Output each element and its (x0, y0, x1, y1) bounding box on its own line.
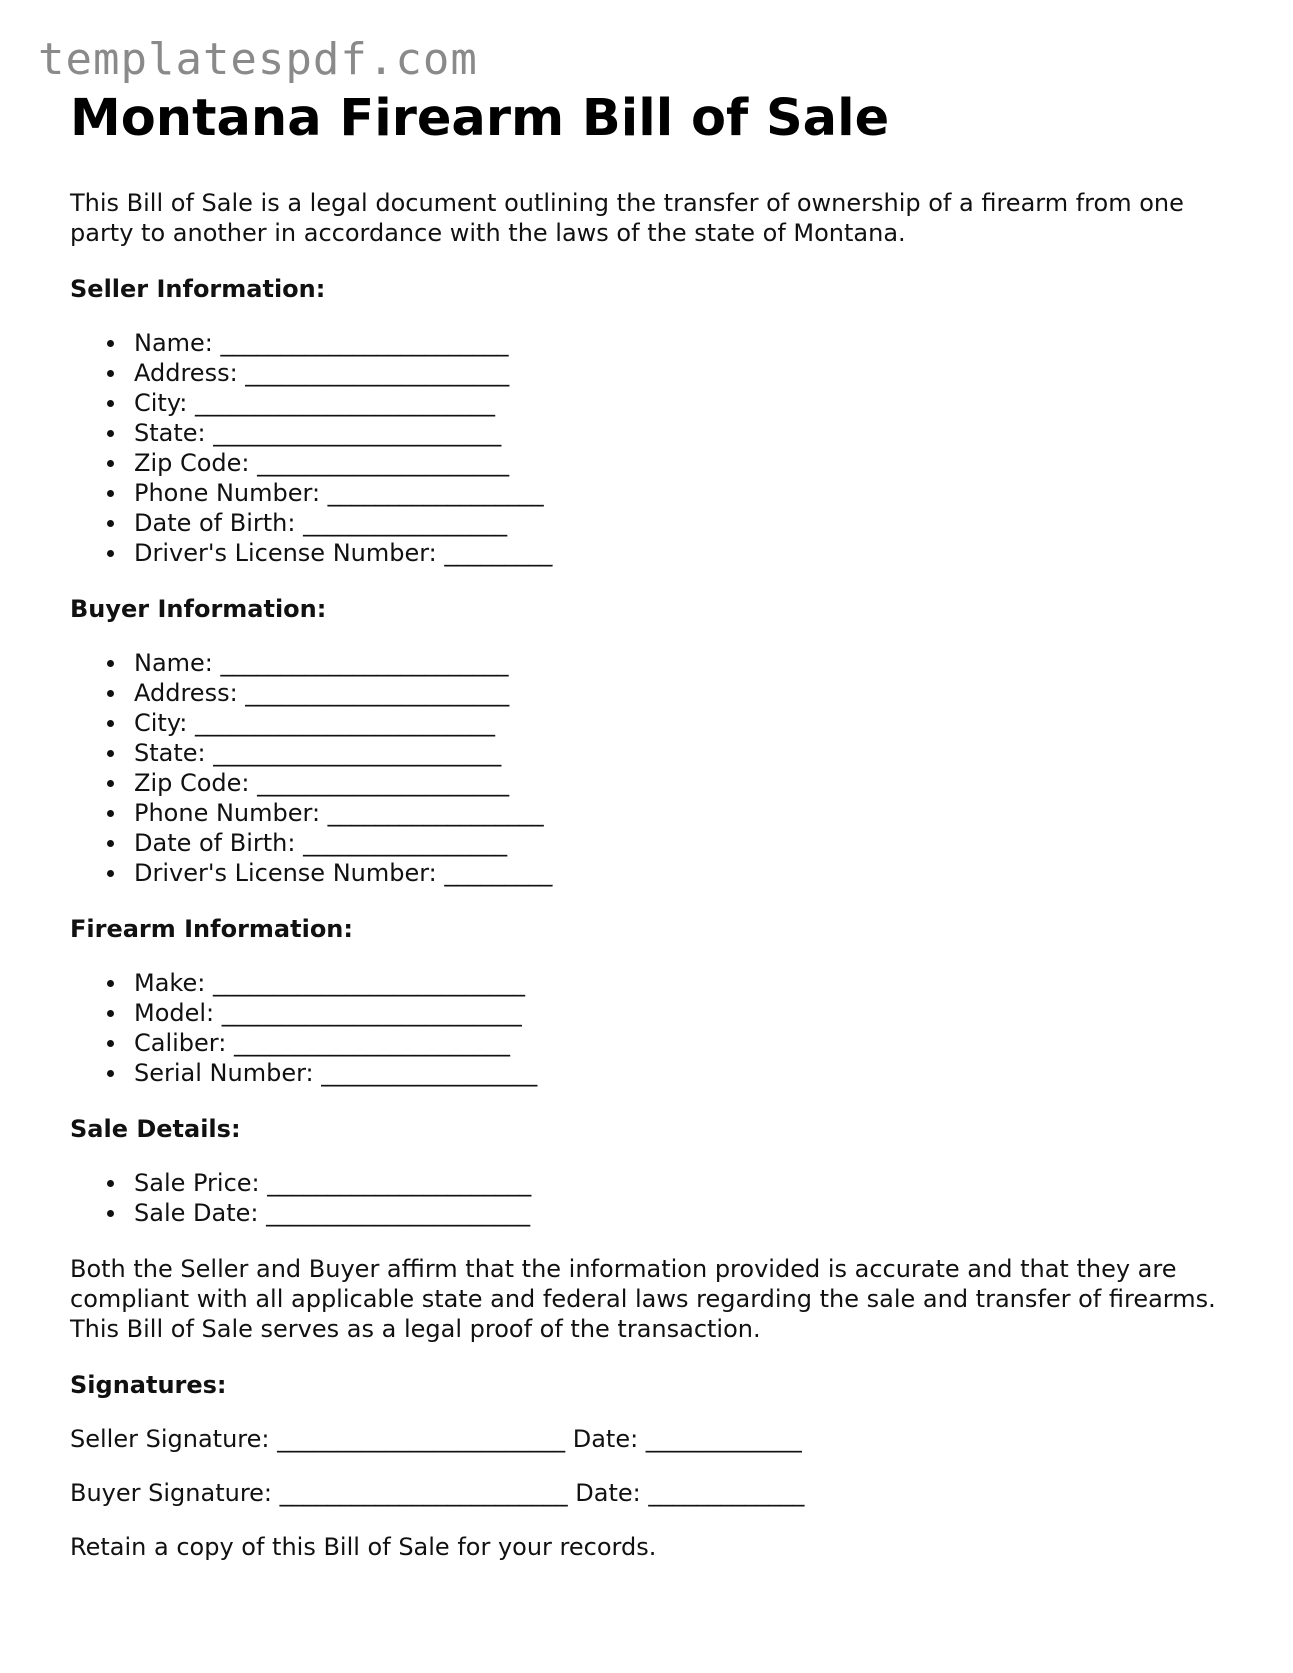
intro-paragraph: This Bill of Sale is a legal document outlining the transfer of ownership of a firearm from one party to another in accordance with the laws of the state of Montana. (70, 189, 1184, 247)
seller-address-field: Address: ______________________ (70, 358, 1230, 388)
bullet-icon (107, 1210, 114, 1217)
signatures-heading: Signatures: (70, 1371, 227, 1399)
footer-note: Retain a copy of this Bill of Sale for your records. (70, 1533, 657, 1561)
buyer-heading: Buyer Information: (70, 595, 327, 623)
sale-field-list (70, 1168, 1230, 1228)
buyer-city-field: City: _________________________ (70, 708, 1230, 738)
bullet-icon (107, 340, 114, 347)
buyer-license-field: Driver's License Number: _________ (70, 858, 1230, 888)
bullet-icon (107, 370, 114, 377)
buyer-field-list (70, 648, 1230, 888)
seller-city-field: City: _________________________ (70, 388, 1230, 418)
buyer-dob-field: Date of Birth: _________________ (70, 828, 1230, 858)
firearm-caliber-field: Caliber: _______________________ (70, 1028, 1230, 1058)
bullet-icon (107, 430, 114, 437)
seller-heading: Seller Information: (70, 275, 326, 303)
bullet-icon (107, 870, 114, 877)
buyer-zip-field: Zip Code: _____________________ (70, 768, 1230, 798)
bullet-icon (107, 1010, 114, 1017)
seller-field-list (70, 328, 1230, 568)
firearm-heading: Firearm Information: (70, 915, 353, 943)
buyer-state-field: State: ________________________ (70, 738, 1230, 768)
bullet-icon (107, 520, 114, 527)
bullet-icon (107, 490, 114, 497)
bullet-icon (107, 660, 114, 667)
bullet-icon (107, 460, 114, 467)
watermark: templatespdf.com (38, 34, 478, 85)
seller-license-field: Driver's License Number: _________ (70, 538, 1230, 568)
buyer-address-field: Address: ______________________ (70, 678, 1230, 708)
buyer-signature-line: Buyer Signature: ________________________ Date: _____________ (70, 1479, 805, 1507)
sale-date-field: Sale Date: ______________________ (70, 1198, 1230, 1228)
bullet-icon (107, 810, 114, 817)
seller-dob-field: Date of Birth: _________________ (70, 508, 1230, 538)
seller-phone-field: Phone Number: __________________ (70, 478, 1230, 508)
seller-state-field: State: ________________________ (70, 418, 1230, 448)
bullet-icon (107, 1070, 114, 1077)
bullet-icon (107, 1040, 114, 1047)
buyer-name-field: Name: ________________________ (70, 648, 1230, 678)
bullet-icon (107, 980, 114, 987)
bullet-icon (107, 750, 114, 757)
sale-price-field: Sale Price: ______________________ (70, 1168, 1230, 1198)
seller-signature-line: Seller Signature: ________________________ Date: _____________ (70, 1425, 802, 1453)
affirmation-paragraph: Both the Seller and Buyer affirm that the information provided is accurate and that they are compliant with all applicable state and federal laws regarding the sale and transfer of firearms. This Bill of Sale serves as a legal proof of the transaction. (70, 1255, 1216, 1343)
firearm-make-field: Make: __________________________ (70, 968, 1230, 998)
seller-name-field: Name: ________________________ (70, 328, 1230, 358)
document-page (70, 88, 1230, 1562)
bullet-icon (107, 720, 114, 727)
bullet-icon (107, 1180, 114, 1187)
bullet-icon (107, 550, 114, 557)
bullet-icon (107, 780, 114, 787)
bullet-icon (107, 840, 114, 847)
firearm-field-list (70, 968, 1230, 1088)
bullet-icon (107, 400, 114, 407)
seller-zip-field: Zip Code: _____________________ (70, 448, 1230, 478)
document-title: Montana Firearm Bill of Sale (70, 89, 890, 148)
firearm-serial-field: Serial Number: __________________ (70, 1058, 1230, 1088)
sale-heading: Sale Details: (70, 1115, 241, 1143)
bullet-icon (107, 690, 114, 697)
firearm-model-field: Model: _________________________ (70, 998, 1230, 1028)
buyer-phone-field: Phone Number: __________________ (70, 798, 1230, 828)
